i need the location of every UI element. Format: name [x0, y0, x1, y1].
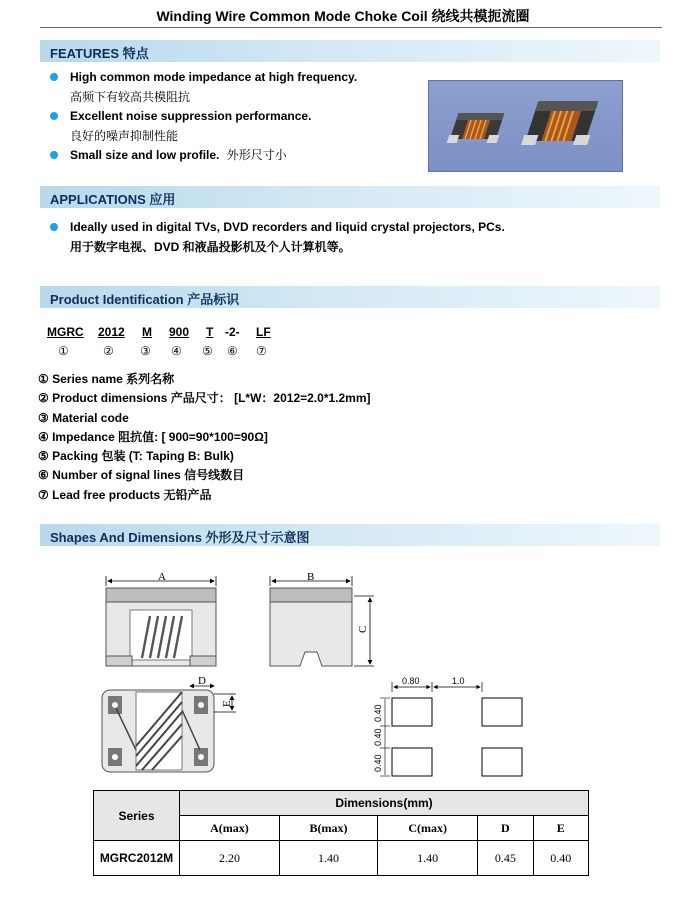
code-part: 900 — [169, 325, 190, 339]
code-number: ① — [58, 344, 69, 358]
product-id-band — [40, 286, 660, 308]
application-en: Ideally used in digital TVs, DVD recorders and liquid crystal projectors, PCs. — [70, 220, 505, 234]
explain-line: ⑦ Lead free products 无铅产品 — [38, 487, 212, 502]
feature-item — [50, 146, 357, 166]
code-number: ③ — [140, 344, 151, 358]
bullet-icon — [50, 112, 58, 120]
value-cell: 1.40 — [279, 841, 377, 876]
column-header: E — [533, 816, 588, 841]
feature-item — [50, 107, 357, 146]
explain-line: ① Series name 系列名称 — [38, 372, 175, 386]
dim-label-a: A — [158, 571, 166, 583]
code-part: T — [206, 325, 214, 339]
dim-label-d: D — [198, 675, 206, 687]
applications-band — [40, 186, 660, 208]
feature-cn: 良好的噪声抑制性能 — [70, 128, 179, 143]
pad-label-gap: 1.0 — [452, 676, 465, 686]
pad-label-width: 0.80 — [402, 676, 420, 686]
code-part: 2012 — [98, 325, 125, 339]
table-header-row — [94, 791, 589, 816]
value-cell: 2.20 — [180, 841, 280, 876]
side-view — [270, 571, 374, 666]
product-photo — [428, 80, 623, 172]
column-header: A(max) — [180, 816, 280, 841]
series-cell: MGRC2012M — [94, 841, 180, 876]
code-number: ② — [103, 344, 114, 358]
dim-label-b: B — [307, 571, 315, 583]
application-item — [50, 218, 505, 257]
explain-line: ④ Impedance 阻抗值: [ 900=90*100=90Ω] — [38, 429, 268, 444]
shapes-band — [40, 524, 660, 546]
column-header: B(max) — [279, 816, 377, 841]
feature-cn: 高频下有较高共模阻抗 — [70, 89, 191, 104]
pad-label-height-2: 0.40 — [373, 728, 383, 746]
column-header: D — [478, 816, 533, 841]
bullet-icon — [50, 223, 58, 231]
explain-line: ⑤ Packing 包装 (T: Taping B: Bulk) — [38, 449, 234, 464]
product-id-heading: Product Identification 产品标识 — [50, 292, 240, 307]
shapes-heading: Shapes And Dimensions 外形及尺寸示意图 — [50, 530, 310, 545]
explain-line: ⑥ Number of signal lines 信号线数目 — [38, 468, 245, 483]
code-part: LF — [256, 325, 271, 339]
table-row — [94, 841, 589, 876]
explain-line: ③ Material code — [38, 410, 129, 425]
dim-label-e: E — [221, 700, 233, 707]
code-number: ⑥ — [227, 344, 238, 358]
code-part: MGRC — [47, 325, 84, 339]
explain-line: ② Product dimensions 产品尺寸： [L*W：2012=2.0*1.2mm] — [38, 391, 371, 406]
dim-label-c: C — [357, 625, 369, 633]
feature-cn: 外形尺寸小 — [226, 148, 287, 162]
product-photo-illustration — [429, 81, 622, 171]
code-part: -2- — [225, 325, 240, 339]
features-list — [50, 68, 357, 166]
value-cell: 0.45 — [478, 841, 533, 876]
pad-layout — [373, 676, 522, 776]
code-part: M — [142, 325, 152, 339]
bullet-icon — [50, 151, 58, 159]
applications-list — [50, 218, 505, 257]
code-explanation — [38, 370, 371, 505]
value-cell: 0.40 — [533, 841, 588, 876]
series-header: Series — [94, 791, 180, 841]
feature-en: Small size and low profile. — [70, 148, 220, 162]
code-number: ⑦ — [256, 344, 267, 358]
features-band — [40, 40, 660, 62]
feature-en: High common mode impedance at high frequency. — [70, 70, 358, 84]
applications-heading: APPLICATIONS 应用 — [50, 192, 176, 207]
page-title: Winding Wire Common Mode Choke Coil 绕线共模扼流圈 — [156, 8, 530, 24]
bullet-icon — [50, 73, 58, 81]
feature-item — [50, 68, 357, 107]
value-cell: 1.40 — [378, 841, 478, 876]
dimension-drawing — [90, 560, 550, 780]
features-heading: FEATURES 特点 — [50, 46, 149, 61]
code-number: ⑤ — [202, 344, 213, 358]
pad-label-height-3: 0.40 — [373, 754, 383, 772]
front-view — [106, 571, 216, 666]
top-view — [102, 675, 236, 772]
dimensions-table — [93, 790, 589, 876]
feature-en: Excellent noise suppression performance. — [70, 109, 312, 123]
dimensions-header: Dimensions(mm) — [180, 791, 589, 816]
pad-label-height-1: 0.40 — [373, 704, 383, 722]
column-header: C(max) — [378, 816, 478, 841]
title-divider — [40, 27, 662, 28]
code-number: ④ — [171, 344, 182, 358]
application-cn: 用于数字电视、DVD 和液晶投影机及个人计算机等。 — [70, 239, 351, 254]
